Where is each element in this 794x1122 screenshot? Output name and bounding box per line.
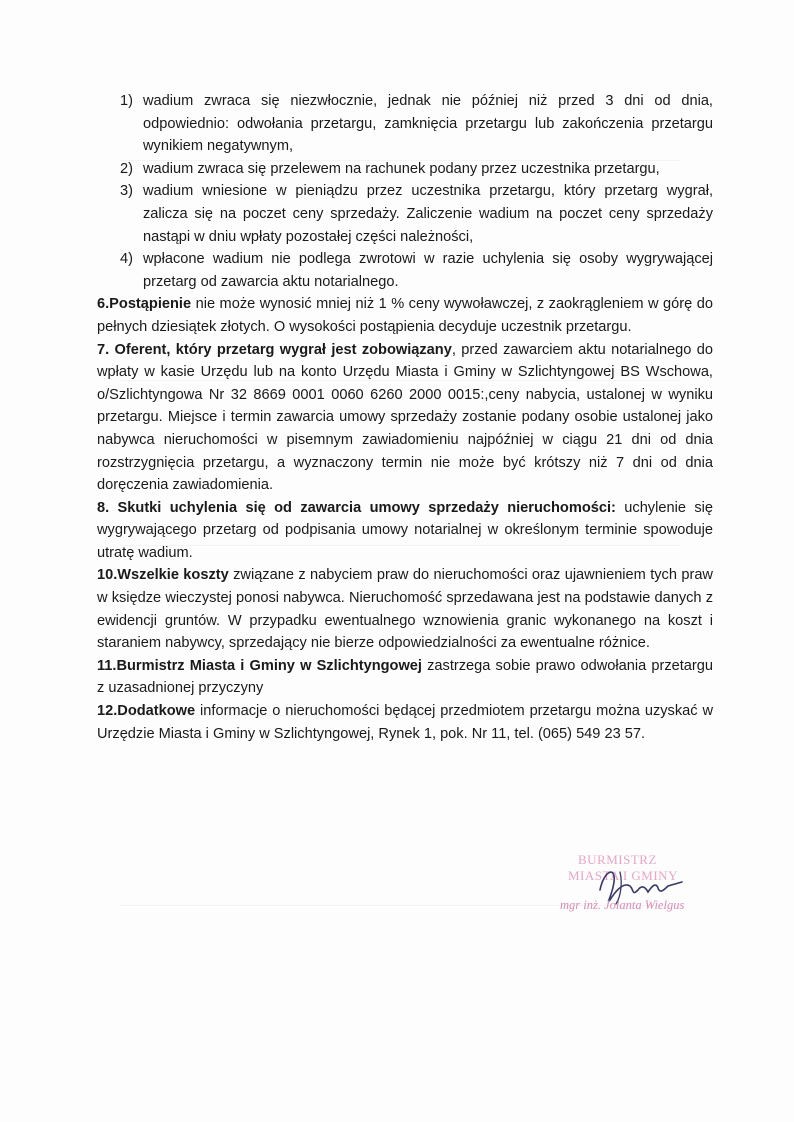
section-heading: 7. Oferent, który przetarg wygrał jest zobowiązany bbox=[97, 341, 452, 358]
section-skutki bbox=[97, 497, 713, 565]
section-text: nie może wynosić mniej niż 1 % ceny wywoławczej, z zaokrągleniem w górę do pełnych dziesiątek złotych. O wysokości postąpienia decyduje uczestnik przetargu. bbox=[97, 296, 713, 335]
list-item bbox=[120, 90, 713, 158]
list-number: 2) bbox=[120, 160, 133, 177]
section-oferent bbox=[97, 339, 713, 497]
section-dodatkowe bbox=[97, 700, 713, 745]
stamp-title: BURMISTRZ bbox=[578, 852, 657, 867]
list-item bbox=[120, 248, 713, 293]
list-number: 3) bbox=[120, 183, 133, 200]
section-koszty bbox=[97, 564, 713, 654]
section-text: uchylenie się wygrywającego przetarg od podpisania umowy notarialnej w określonym terminie spowoduje utratę wadium. bbox=[97, 499, 713, 561]
stamp-subtitle: MIASTA I GMINY bbox=[568, 868, 678, 883]
section-heading: 10.Wszelkie koszty bbox=[97, 567, 229, 584]
list-item bbox=[120, 180, 713, 248]
list-item bbox=[120, 158, 713, 181]
section-heading: 6.Postąpienie bbox=[97, 296, 192, 313]
section-text: zastrzega sobie prawo odwołania przetargu z uzasadnionej przyczyny bbox=[97, 657, 713, 697]
list-text: wadium zwraca się przelewem na rachunek podany przez uczestnika przetargu, bbox=[143, 160, 660, 177]
official-stamp bbox=[560, 852, 720, 922]
section-text: związane z nabyciem praw do nieruchomości oraz ujawnieniem tych praw w księdze wieczystej ponosi nabywca. Nieruchomość sprzedawana jest na podstawie danych z ewidencji gruntów. W przypadku ewentualnego wznowienia granic wykonanego na koszt i staraniem nabywcy, sprzedający nie bierze odpowiedzialności za ewentualne różnice. bbox=[97, 567, 713, 652]
list-number: 1) bbox=[120, 93, 133, 109]
section-text: informacje o nieruchomości będącej przedmiotem przetargu można uzyskać w Urzędzie Miasta i Gminy w Szlichtyngowej, Rynek 1, pok. Nr 11, tel. (065) 549 23 57. bbox=[97, 703, 713, 742]
section-heading: 12.Dodatkowe bbox=[97, 703, 196, 720]
section-burmistrz bbox=[97, 655, 713, 700]
wadium-list bbox=[97, 90, 713, 293]
document-body bbox=[97, 90, 713, 745]
section-postapienie bbox=[97, 293, 713, 338]
list-text: wadium zwraca się niezwłocznie, jednak nie później niż przed 3 dni od dnia, odpowiednio: odwołania przetargu, zamknięcia przetargu lub zakończenia przetargu wynikiem negatywnym, bbox=[143, 93, 713, 155]
list-number: 4) bbox=[120, 251, 133, 268]
list-text: wpłacone wadium nie podlega zwrotowi w razie uchylenia się osoby wygrywającej przetarg od zawarcia aktu notarialnego. bbox=[143, 251, 713, 290]
stamp-name: mgr inż. Jolanta Wielgus bbox=[560, 898, 685, 912]
list-text: wadium wniesione w pieniądzu przez uczestnika przetargu, który przetarg wygrał, zalicza się na poczet ceny sprzedaży. Zaliczenie wadium na poczet ceny sprzedaży nastąpi w dniu wpłaty pozostałej części należności, bbox=[143, 183, 713, 245]
section-heading: 8. Skutki uchylenia się od zawarcia umowy sprzedaży nieruchomości: bbox=[97, 499, 616, 516]
section-text: , przed zawarciem aktu notarialnego do wpłaty w kasie Urzędu lub na konto Urzędu Miasta i Gminy w Szlichtyngowej BS Wschowa, o/Szlichtyngowa Nr 32 8669 0001 0060 6260 2000 0015:,ceny nabycia, ustalonej w wyniku przetargu. Miejsce i termin zawarcia umowy sprzedaży zostanie podany osobie ustalonej jako nabywca nieruchomości w pisemnym zawiadomieniu najpóźniej w ciągu 21 dni od dnia rozstrzygnięcia przetargu, a wyznaczony termin nie może być krótszy niż 7 dni od dnia doręczenia zawiadomienia. bbox=[97, 341, 713, 494]
section-heading: 11.Burmistrz Miasta i Gminy w Szlichtyngowej bbox=[97, 657, 422, 674]
